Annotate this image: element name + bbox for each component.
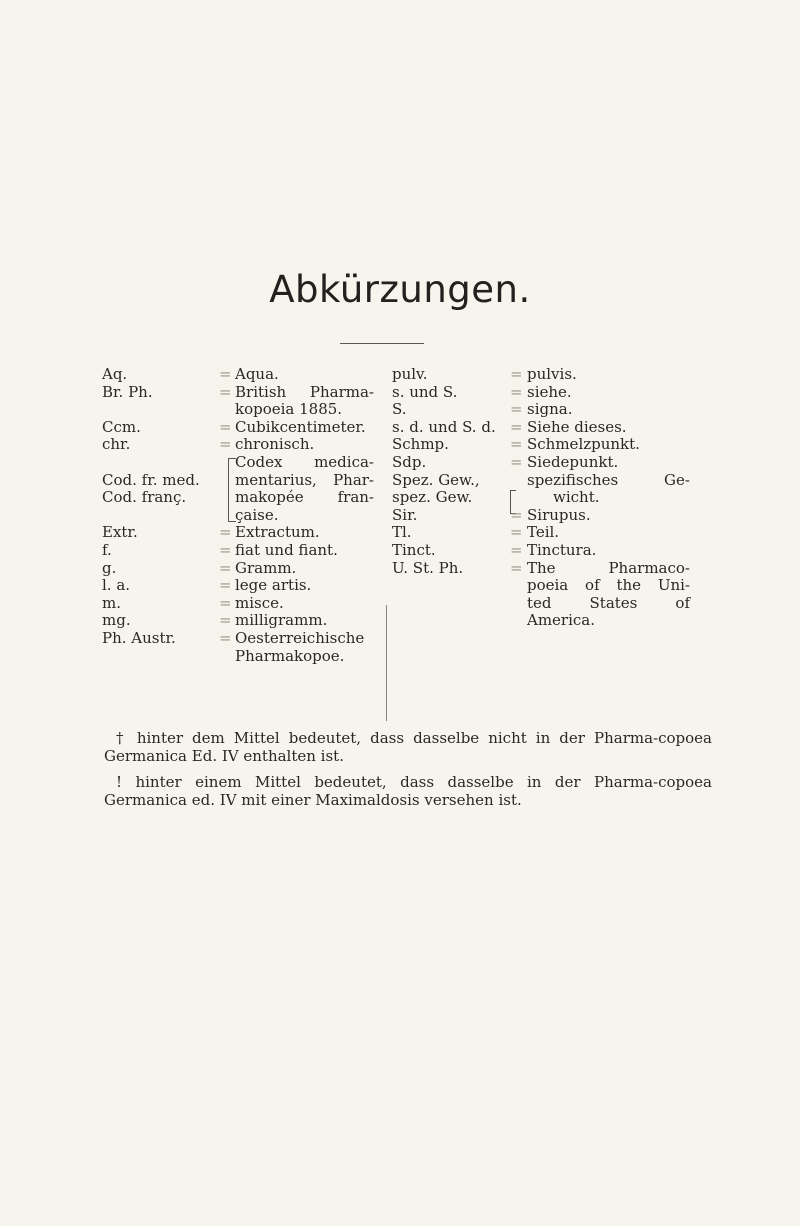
abbreviation: S.: [392, 400, 407, 419]
meaning-line: pulvis.: [527, 365, 577, 383]
equals-sign: =: [219, 523, 232, 542]
abbreviation-alt: spez. Gew.: [392, 488, 473, 507]
equals-sign: =: [510, 382, 523, 401]
abbreviation-entry: [102, 384, 374, 419]
abbreviation: Tl.: [392, 523, 412, 542]
equals-sign: =: [219, 558, 232, 577]
meaning-line: chronisch.: [235, 435, 315, 454]
abbreviation-meaning: [527, 507, 690, 525]
meaning-line: Gramm.: [235, 558, 297, 577]
abbreviation: U. St. Ph.: [392, 558, 464, 577]
abbreviation-meaning: [235, 630, 374, 665]
abbreviation: f.: [102, 540, 112, 559]
meaning-line: America.: [527, 611, 596, 630]
abbreviation-entry: [102, 366, 374, 384]
meaning-line: Pharmakopoe.: [235, 646, 345, 665]
abbreviation-entry: [392, 454, 690, 472]
abbreviation-entry: [102, 542, 374, 560]
equals-sign: =: [510, 452, 523, 471]
meaning-line: Cubikcentimeter.: [235, 417, 366, 436]
footnote-exclamation: ! hinter einem Mittel bedeutet, dass dasselbe in der Pharma-copoea Germanica ed. IV mit einer Maximaldosis versehen ist.: [104, 773, 712, 809]
abbreviation-entry: [392, 401, 690, 419]
abbreviation-entry: [392, 384, 690, 402]
abbreviation-meaning: [527, 436, 690, 454]
abbreviation-meaning: [527, 524, 690, 542]
abbreviation-meaning: [527, 384, 690, 402]
abbreviation: Br. Ph.: [102, 382, 153, 401]
equals-sign: =: [510, 435, 523, 454]
meaning-line: Codex medica-: [235, 452, 374, 471]
abbreviation: g.: [102, 558, 117, 577]
equals-sign: =: [510, 417, 523, 436]
equals-sign: =: [219, 628, 232, 647]
meaning-line: kopoeia 1885.: [235, 400, 343, 419]
abbreviation-meaning: [527, 419, 690, 437]
meaning-line: Sirupus.: [527, 505, 591, 524]
abbreviation-alt: Cod. franç.: [102, 488, 187, 507]
meaning-line: Siedepunkt.: [527, 452, 619, 471]
abbreviation: Extr.: [102, 523, 138, 542]
meaning-line: Teil.: [527, 523, 560, 542]
abbreviation-entry: [392, 436, 690, 454]
abbreviation: Spez. Gew.,: [392, 470, 480, 489]
abbreviation-meaning: [527, 560, 690, 630]
abbreviation-meaning: [235, 612, 374, 630]
meaning-line: Aqua.: [235, 365, 279, 383]
abbreviation-meaning: [527, 454, 690, 472]
abbreviation-entry: [392, 419, 690, 437]
meaning-line: çaise.: [235, 505, 279, 524]
abbreviation: Ph. Austr.: [102, 628, 176, 647]
abbreviation-meaning: [527, 542, 690, 560]
abbreviation-meaning: [527, 472, 690, 507]
abbreviation-entry: [392, 560, 690, 630]
equals-sign: =: [219, 593, 232, 612]
abbreviation-meaning: [235, 436, 374, 454]
abbreviation: Ccm.: [102, 417, 141, 436]
abbreviation-meaning: [527, 401, 690, 419]
abbreviation-meaning: [235, 524, 374, 542]
meaning-line: The Pharmaco-: [527, 558, 690, 577]
equals-sign: =: [219, 576, 232, 595]
equals-sign: =: [219, 611, 232, 630]
column-separator: [386, 605, 387, 721]
abbreviation-meaning: [235, 454, 374, 524]
abbreviation: Schmp.: [392, 435, 449, 454]
equals-sign: =: [219, 365, 232, 383]
equals-sign: =: [219, 540, 232, 559]
abbreviation-entry: [102, 577, 374, 595]
abbreviation: chr.: [102, 435, 131, 454]
abbreviation-meaning: [235, 419, 374, 437]
equals-sign: =: [219, 417, 232, 436]
abbreviation-column-right: [392, 366, 690, 630]
meaning-line: Tinctura.: [527, 540, 597, 559]
abbreviation-entry: [392, 524, 690, 542]
abbreviation: l. a.: [102, 576, 131, 595]
page-title: Abkürzungen.: [269, 268, 531, 311]
abbreviation: Aq.: [102, 365, 128, 383]
equals-sign: =: [510, 523, 523, 542]
abbreviation-entry: [392, 507, 690, 525]
equals-sign: =: [510, 558, 523, 577]
meaning-line: misce.: [235, 593, 284, 612]
abbreviation-entry: [392, 366, 690, 384]
abbreviation-column-left: [102, 366, 374, 665]
equals-sign: =: [219, 382, 232, 401]
abbreviation-meaning: [235, 577, 374, 595]
abbreviation-meaning: [235, 542, 374, 560]
abbreviation-entry: [102, 560, 374, 578]
abbreviation-entry: [102, 524, 374, 542]
equals-sign: =: [510, 400, 523, 419]
abbreviation: m.: [102, 593, 121, 612]
meaning-line: milligramm.: [235, 611, 328, 630]
meaning-line: mentarius, Phar-: [235, 470, 374, 489]
meaning-line: Siehe dieses.: [527, 417, 627, 436]
abbreviation-entry: [102, 436, 374, 454]
abbreviation-entry: [392, 472, 690, 507]
meaning-line: ted States of: [527, 593, 690, 612]
meaning-line: siehe.: [527, 382, 572, 401]
abbreviation-entry: [102, 419, 374, 437]
abbreviation: pulv.: [392, 365, 428, 383]
abbreviation-entry: [392, 542, 690, 560]
abbreviation-meaning: [235, 366, 374, 384]
equals-sign: =: [510, 365, 523, 383]
abbreviation-entry: [102, 595, 374, 613]
abbreviation-entry: [102, 630, 374, 665]
abbreviation: mg.: [102, 611, 131, 630]
abbreviation-meaning: [235, 595, 374, 613]
meaning-line: signa.: [527, 400, 573, 419]
abbreviation-meaning: [527, 366, 690, 384]
abbreviation: s. und S.: [392, 382, 458, 401]
meaning-line: Extractum.: [235, 523, 320, 542]
abbreviation: Tinct.: [392, 540, 436, 559]
abbreviation: Sdp.: [392, 452, 427, 471]
abbreviation: Sir.: [392, 505, 418, 524]
abbreviation-entry: [102, 454, 374, 524]
meaning-line: makopée fran-: [235, 488, 374, 507]
abbreviation: Cod. fr. med.: [102, 470, 200, 489]
abbreviation-entry: [102, 612, 374, 630]
equals-sign: =: [510, 540, 523, 559]
equals-sign: =: [219, 435, 232, 454]
footnotes: [104, 730, 712, 818]
meaning-line: Oesterreichische: [235, 628, 365, 647]
abbreviation: s. d. und S. d.: [392, 417, 496, 436]
meaning-line: British Pharma-: [235, 382, 374, 401]
title-rule: [340, 343, 424, 344]
abbreviation-meaning: [235, 560, 374, 578]
meaning-line: fiat und fiant.: [235, 540, 338, 559]
meaning-line: lege artis.: [235, 576, 312, 595]
abbreviation-meaning: [235, 384, 374, 419]
brace: [228, 458, 236, 522]
footnote-dagger: † hinter dem Mittel bedeutet, dass dasselbe nicht in der Pharma-copoea Germanica Ed. IV enthalten ist.: [104, 729, 712, 765]
meaning-line: Schmelzpunkt.: [527, 435, 640, 454]
meaning-line: spezifisches Ge-: [527, 470, 690, 489]
meaning-line: wicht.: [553, 488, 600, 507]
equals-sign: =: [510, 505, 523, 524]
meaning-line: poeia of the Uni-: [527, 576, 690, 595]
